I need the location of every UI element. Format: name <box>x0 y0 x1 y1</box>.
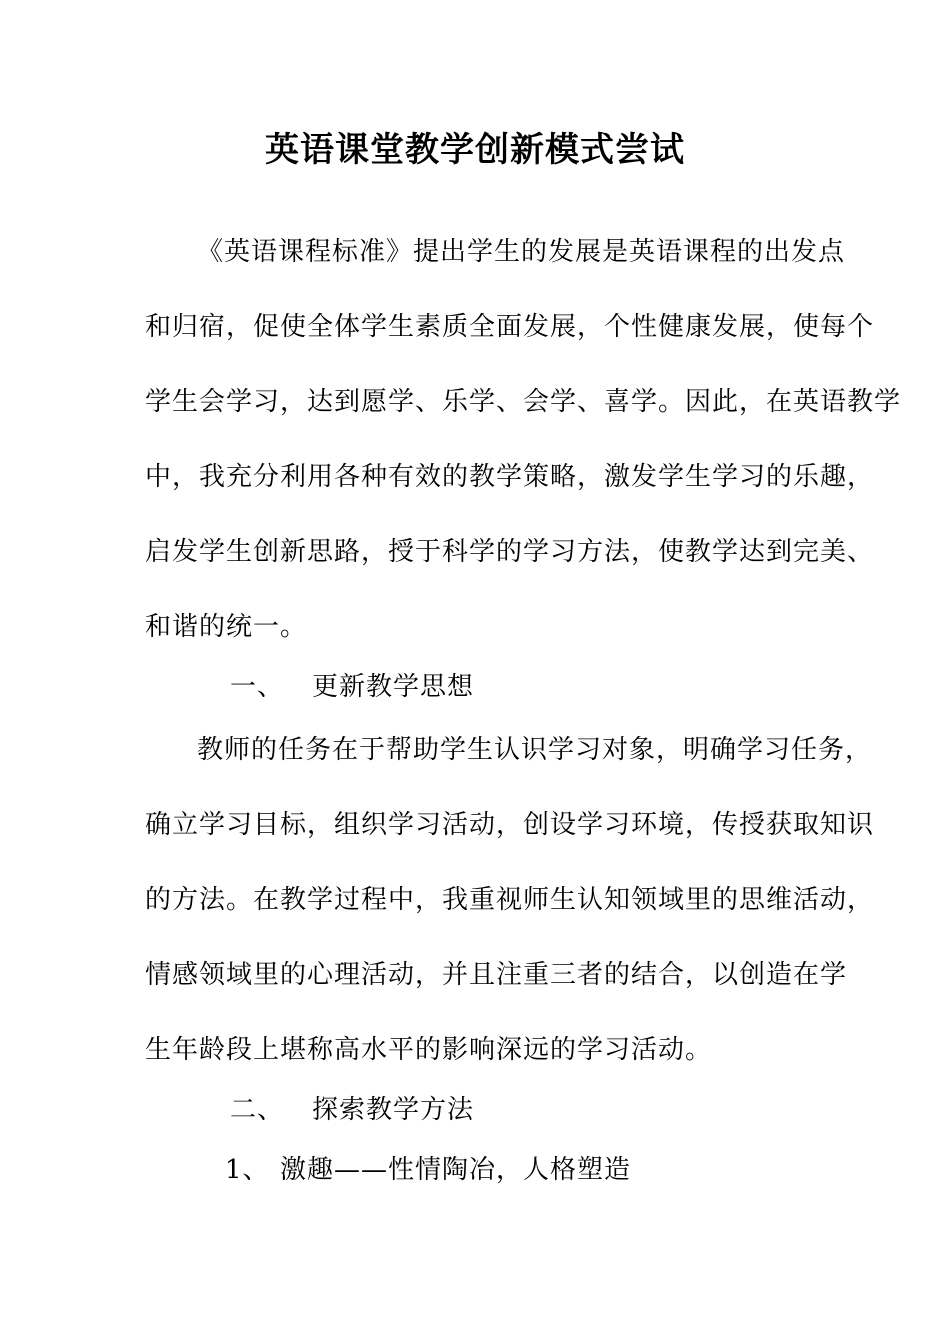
paragraph-2-line-2: 确立学习目标，组织学习活动，创设学习环境，传授获取知识 <box>145 810 875 840</box>
paragraph-2-line-3: 的方法。在教学过程中，我重视师生认知领域里的思维活动， <box>145 885 875 915</box>
section-1-title: 更新教学思想 <box>312 672 475 702</box>
subsection-1-title: 激趣——性情陶冶，人格塑造 <box>280 1155 632 1185</box>
paragraph-2-line-1: 教师的任务在于帮助学生认识学习对象，明确学习任务， <box>197 735 873 765</box>
paragraph-1-line-3: 学生会学习，达到愿学、乐学、会学、喜学。因此，在英语教学 <box>145 387 902 417</box>
paragraph-1-line-4: 中，我充分利用各种有效的教学策略，激发学生学习的乐趣， <box>145 462 875 492</box>
paragraph-2-line-4: 情感领域里的心理活动，并且注重三者的结合，以创造在学 <box>145 960 848 990</box>
paragraph-1-line-6: 和谐的统一。 <box>145 612 308 642</box>
subsection-1-number: 1、 <box>225 1155 270 1185</box>
paragraph-2-line-5: 生年龄段上堪称高水平的影响深远的学习活动。 <box>145 1035 713 1065</box>
paragraph-1-line-1: 《英语课程标准》提出学生的发展是英语课程的出发点 <box>197 237 846 267</box>
document-title: 英语课堂教学创新模式尝试 <box>265 130 685 170</box>
section-2-title: 探索教学方法 <box>312 1095 475 1125</box>
section-2-number: 二、 <box>230 1095 285 1125</box>
paragraph-1-line-5: 启发学生创新思路，授于科学的学习方法，使教学达到完美、 <box>145 537 875 567</box>
paragraph-1-line-2: 和归宿，促使全体学生素质全面发展，个性健康发展，使每个 <box>145 312 875 342</box>
section-1-number: 一、 <box>230 672 285 702</box>
